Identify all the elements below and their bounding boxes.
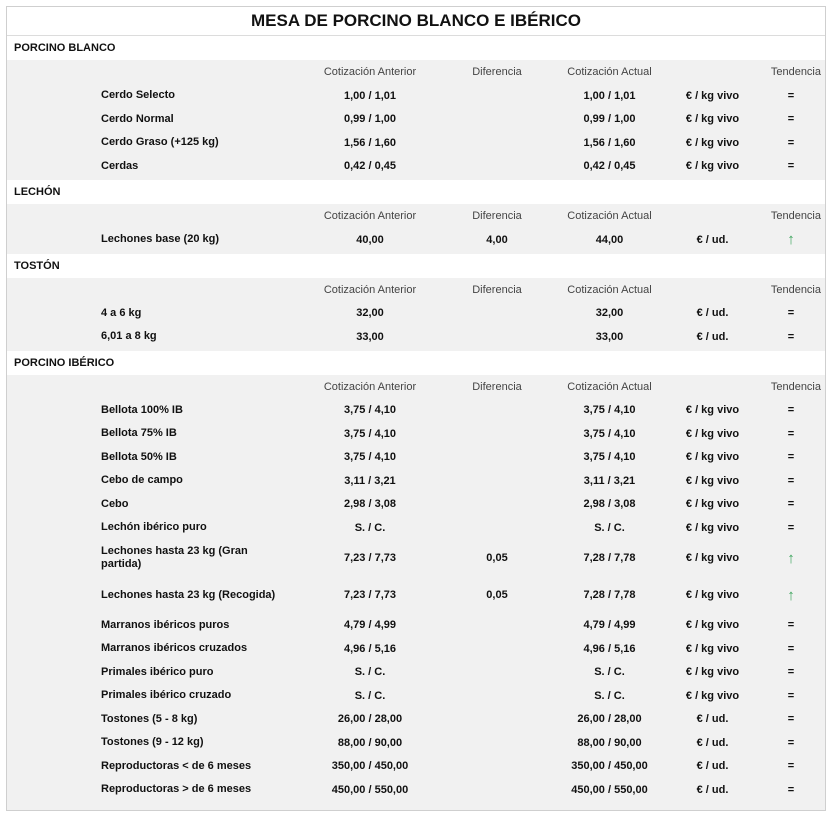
previous-price: 88,00 / 90,00 — [337, 736, 403, 749]
product-name: Cerdas — [101, 159, 139, 172]
product-name: Cerdo Selecto — [101, 89, 175, 102]
price-difference — [447, 493, 547, 517]
product-name: Reproductoras > de 6 meses — [101, 783, 252, 796]
table-row — [7, 755, 825, 779]
column-header-diff: Diferencia — [472, 210, 522, 222]
price-difference — [447, 469, 547, 493]
current-price: 44,00 — [595, 233, 624, 246]
current-price: 3,75 / 4,10 — [583, 404, 636, 417]
previous-price: 1,56 / 1,60 — [344, 136, 396, 149]
table-row — [7, 325, 825, 349]
table-row — [7, 731, 825, 755]
table-row — [7, 399, 825, 423]
column-header-diff: Diferencia — [472, 66, 522, 78]
price-difference — [447, 155, 547, 179]
trend-equal-icon: = — [787, 160, 795, 173]
product-name: Lechones hasta 23 kg (Gran partida) — [101, 545, 248, 570]
table-row — [7, 661, 825, 685]
price-unit: € / kg vivo — [685, 136, 740, 149]
current-price: 4,79 / 4,99 — [583, 619, 636, 632]
price-difference — [447, 399, 547, 423]
previous-price: 4,79 / 4,99 — [344, 619, 396, 632]
previous-price: 3,75 / 4,10 — [344, 404, 396, 417]
previous-price: 3,75 / 4,10 — [344, 427, 396, 440]
current-price: 7,28 / 7,78 — [583, 589, 636, 601]
price-difference: 4,00 — [486, 233, 508, 246]
previous-price: 3,75 / 4,10 — [344, 451, 396, 464]
price-unit: € / ud. — [696, 233, 729, 246]
price-unit: € / kg vivo — [685, 474, 740, 487]
price-difference: 0,05 — [486, 589, 508, 601]
price-difference — [447, 637, 547, 661]
column-header-cur: Cotización Actual — [567, 66, 652, 78]
trend-equal-icon: = — [787, 113, 795, 126]
price-difference — [447, 755, 547, 779]
price-difference — [447, 422, 547, 446]
product-name: Marranos ibéricos puros — [101, 618, 230, 631]
trend-equal-icon: = — [787, 451, 795, 464]
current-price: S. / C. — [594, 521, 625, 534]
trend-equal-icon: = — [787, 783, 795, 796]
table-row — [7, 684, 825, 708]
previous-price: S. / C. — [354, 521, 386, 534]
current-price: 7,28 / 7,78 — [583, 552, 636, 564]
section-header: PORCINO BLANCO — [7, 36, 825, 60]
price-unit: € / ud. — [696, 760, 729, 773]
previous-price: 4,96 / 5,16 — [344, 642, 396, 655]
price-unit: € / kg vivo — [685, 666, 740, 679]
previous-price: 26,00 / 28,00 — [337, 713, 403, 726]
trend-equal-icon: = — [787, 404, 795, 417]
price-unit: € / ud. — [696, 307, 729, 320]
previous-price: 450,00 / 550,00 — [331, 783, 409, 796]
product-name: Bellota 100% IB — [101, 403, 183, 416]
column-header-row — [7, 278, 825, 302]
column-header-trend: Tendencia — [770, 210, 821, 222]
price-difference — [447, 731, 547, 755]
trend-equal-icon: = — [787, 736, 795, 749]
trend-equal-icon: = — [787, 666, 795, 679]
trend-equal-icon: = — [787, 136, 795, 149]
current-price: S. / C. — [594, 666, 625, 679]
product-name: 6,01 a 8 kg — [101, 330, 157, 343]
price-unit: € / kg vivo — [685, 498, 740, 511]
price-unit: € / kg vivo — [685, 160, 740, 173]
trend-equal-icon: = — [787, 330, 795, 343]
trend-equal-icon: = — [787, 498, 795, 511]
page-title: MESA DE PORCINO BLANCO E IBÉRICO — [7, 7, 825, 36]
current-price: S. / C. — [594, 689, 625, 702]
product-name: Marranos ibéricos cruzados — [101, 642, 248, 655]
previous-price: 0,42 / 0,45 — [344, 160, 396, 173]
product-name: Cebo — [101, 497, 129, 510]
previous-price: 7,23 / 7,73 — [344, 589, 396, 601]
price-difference — [447, 302, 547, 326]
previous-price: 40,00 — [356, 233, 384, 246]
column-header-row — [7, 204, 825, 228]
price-table — [6, 6, 826, 811]
current-price: 26,00 / 28,00 — [577, 713, 642, 726]
price-difference — [447, 108, 547, 132]
current-price: 4,96 / 5,16 — [583, 642, 636, 655]
section-body — [7, 204, 825, 254]
trend-equal-icon: = — [787, 713, 795, 726]
current-price: 0,42 / 0,45 — [583, 160, 636, 173]
previous-price: 350,00 / 450,00 — [331, 760, 409, 773]
current-price: 32,00 — [595, 307, 624, 320]
column-header-diff: Diferencia — [472, 380, 522, 393]
column-header-cur: Cotización Actual — [567, 380, 652, 393]
trend-up-arrow-icon: ↑ — [787, 549, 795, 567]
price-unit: € / kg vivo — [685, 619, 740, 632]
price-difference — [447, 325, 547, 349]
table-row — [7, 422, 825, 446]
product-name: Bellota 50% IB — [101, 450, 177, 463]
price-unit: € / kg vivo — [685, 589, 740, 601]
current-price: 3,75 / 4,10 — [583, 451, 636, 464]
table-row — [7, 131, 825, 155]
table-row — [7, 637, 825, 661]
sections-container — [7, 36, 825, 804]
product-name: Lechón ibérico puro — [101, 521, 207, 534]
price-difference — [447, 778, 547, 802]
column-header-prev: Cotización Anterior — [323, 66, 417, 78]
column-header-cur: Cotización Actual — [567, 210, 652, 222]
current-price: 33,00 — [595, 330, 624, 343]
price-difference — [447, 684, 547, 708]
trend-equal-icon: = — [787, 474, 795, 487]
price-difference: 0,05 — [486, 552, 508, 564]
table-row — [7, 446, 825, 470]
previous-price: S. / C. — [354, 666, 386, 679]
trend-equal-icon: = — [787, 642, 795, 655]
current-price: 3,75 / 4,10 — [583, 427, 636, 440]
section-header: TOSTÓN — [7, 254, 825, 278]
column-header-prev: Cotización Anterior — [323, 210, 417, 222]
product-name: Cerdo Graso (+125 kg) — [101, 136, 219, 149]
table-row — [7, 516, 825, 540]
price-difference — [447, 661, 547, 685]
product-name: Cerdo Normal — [101, 112, 174, 125]
previous-price: 1,00 / 1,01 — [344, 89, 396, 102]
table-row — [7, 577, 825, 614]
current-price: 2,98 / 3,08 — [583, 498, 636, 511]
product-name: Lechones hasta 23 kg (Recogida) — [101, 588, 276, 601]
previous-price: 7,23 / 7,73 — [344, 552, 396, 564]
current-price: 88,00 / 90,00 — [577, 736, 642, 749]
product-name: Tostones (5 - 8 kg) — [101, 712, 198, 725]
price-difference — [447, 708, 547, 732]
column-header-cur: Cotización Actual — [567, 283, 652, 296]
column-header-prev: Cotización Anterior — [323, 283, 417, 296]
price-difference — [447, 516, 547, 540]
column-header-diff: Diferencia — [472, 283, 522, 296]
price-difference — [447, 614, 547, 638]
section-body — [7, 278, 825, 351]
price-unit: € / kg vivo — [685, 689, 740, 702]
column-header-trend: Tendencia — [770, 380, 821, 393]
product-name: Tostones (9 - 12 kg) — [101, 736, 204, 749]
product-name: Reproductoras < de 6 meses — [101, 759, 252, 772]
trend-equal-icon: = — [787, 689, 795, 702]
product-name: 4 a 6 kg — [101, 306, 142, 319]
current-price: 1,00 / 1,01 — [583, 89, 636, 102]
trend-up-arrow-icon: ↑ — [787, 586, 795, 604]
current-price: 0,99 / 1,00 — [583, 113, 636, 126]
table-row — [7, 614, 825, 638]
product-name: Bellota 75% IB — [101, 427, 177, 440]
table-row — [7, 302, 825, 326]
table-row — [7, 540, 825, 577]
column-header-row — [7, 60, 825, 84]
current-price: 3,11 / 3,21 — [583, 474, 636, 487]
column-header-trend: Tendencia — [770, 283, 821, 296]
price-unit: € / kg vivo — [685, 521, 740, 534]
price-unit: € / kg vivo — [685, 427, 740, 440]
product-name: Lechones base (20 kg) — [101, 233, 219, 246]
table-row — [7, 155, 825, 179]
table-row — [7, 778, 825, 802]
previous-price: 2,98 / 3,08 — [344, 498, 396, 511]
price-difference — [447, 131, 547, 155]
price-unit: € / ud. — [696, 330, 729, 343]
current-price: 1,56 / 1,60 — [583, 136, 636, 149]
product-name: Primales ibérico cruzado — [101, 689, 232, 702]
trend-equal-icon: = — [787, 307, 795, 320]
trend-equal-icon: = — [787, 427, 795, 440]
previous-price: S. / C. — [354, 689, 386, 702]
trend-equal-icon: = — [787, 521, 795, 534]
previous-price: 3,11 / 3,21 — [344, 474, 396, 487]
previous-price: 0,99 / 1,00 — [344, 113, 396, 126]
price-unit: € / ud. — [696, 736, 729, 749]
previous-price: 32,00 — [356, 307, 384, 320]
price-difference — [447, 84, 547, 108]
table-row — [7, 493, 825, 517]
trend-equal-icon: = — [787, 760, 795, 773]
table-row — [7, 708, 825, 732]
price-unit: € / kg vivo — [685, 404, 740, 417]
product-name: Primales ibérico puro — [101, 665, 214, 678]
price-unit: € / kg vivo — [685, 113, 740, 126]
table-row — [7, 228, 825, 252]
price-unit: € / kg vivo — [685, 552, 740, 564]
trend-equal-icon: = — [787, 619, 795, 632]
trend-up-arrow-icon: ↑ — [787, 231, 795, 249]
table-row — [7, 84, 825, 108]
price-difference — [447, 446, 547, 470]
section-header: LECHÓN — [7, 180, 825, 204]
product-name: Cebo de campo — [101, 474, 183, 487]
previous-price: 33,00 — [356, 330, 384, 343]
price-unit: € / ud. — [696, 713, 729, 726]
current-price: 450,00 / 550,00 — [571, 783, 648, 796]
section-header: PORCINO IBÉRICO — [7, 351, 825, 375]
column-header-prev: Cotización Anterior — [323, 380, 417, 393]
current-price: 350,00 / 450,00 — [571, 760, 648, 773]
price-unit: € / kg vivo — [685, 89, 740, 102]
column-header-row — [7, 375, 825, 399]
price-unit: € / kg vivo — [685, 451, 740, 464]
trend-equal-icon: = — [787, 89, 795, 102]
table-row — [7, 469, 825, 493]
column-header-trend: Tendencia — [770, 66, 821, 78]
section-body — [7, 375, 825, 804]
table-row — [7, 108, 825, 132]
price-unit: € / kg vivo — [685, 642, 740, 655]
section-body — [7, 60, 825, 180]
price-unit: € / ud. — [696, 783, 729, 796]
